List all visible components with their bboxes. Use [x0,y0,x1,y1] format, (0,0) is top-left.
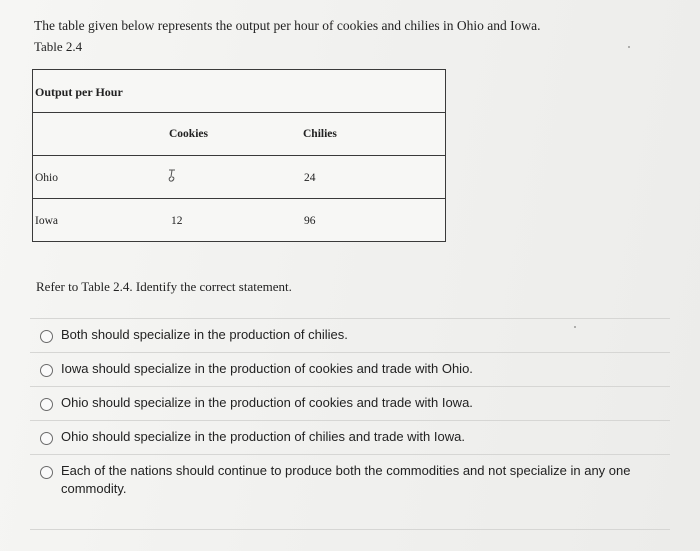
answer-option-2[interactable] [30,352,670,386]
table-row [33,156,445,199]
option-label: Ohio should specialize in the production of chilies and trade with Iowa. [61,429,465,444]
question-prompt: Refer to Table 2.4. Identify the correct statement. [36,279,292,294]
option-label: Each of the nations should continue to produce both the commodities and not specialize in any one commodity. [61,463,631,496]
answer-option-5[interactable] [30,454,670,530]
option-label: Both should specialize in the production of chilies. [61,327,348,342]
answer-option-3[interactable] [30,386,670,420]
table-header-row [33,70,445,113]
radio-button[interactable] [40,432,53,445]
iowa-chilies-value: 96 [304,215,316,227]
radio-button[interactable] [40,364,53,377]
option-label: Iowa should specialize in the production of cookies and trade with Ohio. [61,361,473,376]
radio-button[interactable] [40,398,53,411]
column-chilies: Chilies [303,128,337,140]
screen-speck [574,326,576,328]
row-label-iowa: Iowa [35,215,58,227]
screen-speck [628,46,630,48]
option-label: Ohio should specialize in the production of cookies and trade with Iowa. [61,395,473,410]
table-row [33,199,445,241]
table-header-label: Output per Hour [35,85,123,99]
radio-button[interactable] [40,330,53,343]
column-cookies: Cookies [169,128,208,140]
output-table [32,69,446,242]
answer-options [30,318,670,530]
question-intro: The table given below represents the output per hour of cookies and chilies in Ohio and Iowa. [34,18,541,33]
smudged-value-mark [167,168,177,184]
answer-option-1[interactable] [30,318,670,352]
table-title: Table 2.4 [34,39,83,54]
row-label-ohio: Ohio [35,172,58,184]
table-column-row [33,113,445,156]
answer-option-4[interactable] [30,420,670,454]
ohio-cookies-value [167,168,177,187]
ohio-chilies-value: 24 [304,172,316,184]
radio-button[interactable] [40,466,53,479]
iowa-cookies-value: 12 [171,215,183,227]
